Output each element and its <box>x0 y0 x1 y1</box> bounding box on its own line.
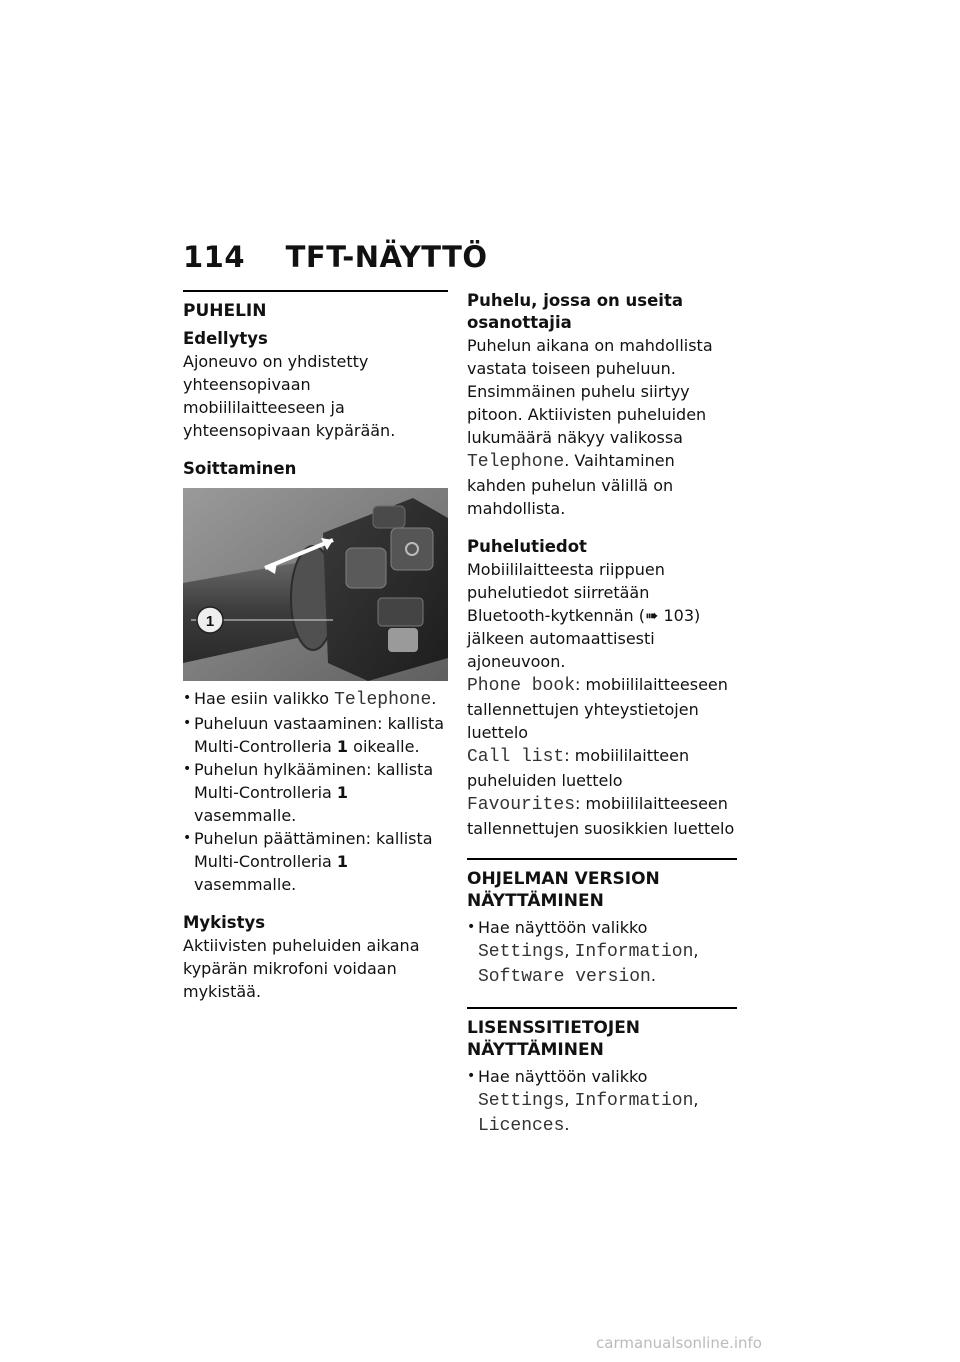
list-item: • Puhelun päättäminen: kallista Multi-Controlleria 1 vasemmalle. <box>183 827 448 896</box>
call-info-heading: Puhelutiedot <box>467 537 587 556</box>
definition-item: Call list: mobiililaitteen puheluiden luettelo <box>467 746 690 790</box>
mute-heading: Mykistys <box>183 913 266 932</box>
calling-heading: Soittaminen <box>183 459 297 478</box>
handlebar-controls-photo <box>183 488 448 681</box>
chapter-title: TFT-NÄYTTÖ <box>285 240 488 274</box>
section-rule <box>183 290 448 292</box>
left-column <box>183 290 448 1003</box>
list-item: • Puhelun hylkääminen: kallista Multi-Controlleria 1 vasemmalle. <box>183 758 448 827</box>
section-title-licences: LISENSSITIETOJEN NÄYTTÄMINEN <box>467 1018 641 1060</box>
section-rule <box>467 858 737 860</box>
multi-call-heading: Puhelu, jossa on useita osanottajia <box>467 291 683 332</box>
multi-call-text: Puhelun aikana on mahdollista vastata toiseen puheluun. Ensimmäinen puhelu siirtyy pitoon. Aktiivisten puheluiden lukumäärä näkyy valikossa Telephone. Vaihtaminen kahden puhelun välillä on mahdollista. <box>467 336 713 518</box>
mute-text: Aktiivisten puheluiden aikana kypärän mikrofoni voidaan mykistää. <box>183 936 420 1001</box>
definition-item: Phone book: mobiililaitteeseen tallennettujen yhteystietojen luettelo <box>467 675 728 742</box>
prerequisite-heading: Edellytys <box>183 329 268 348</box>
list-item: • Hae näyttöön valikko Settings, Information, Licences. <box>467 1065 737 1138</box>
list-item: • Hae näyttöön valikko Settings, Information, Software version. <box>467 916 737 989</box>
page-reference: 103 <box>663 606 695 625</box>
definition-item: Favourites: mobiililaitteeseen tallennettujen suosikkien luettelo <box>467 794 735 838</box>
call-info-text: Mobiililaitteesta riippuen puhelutiedot siirretään Bluetooth-kytkennän (➠ 103) jälkeen automaattisesti ajoneuvoon. <box>467 560 701 671</box>
calling-bullet-list <box>183 687 448 896</box>
watermark: carmanualsonline.info <box>596 1334 762 1352</box>
right-column <box>467 290 737 1138</box>
section-title-version: OHJELMAN VERSION NÄYTTÄMINEN <box>467 869 660 911</box>
list-item: • Puheluun vastaaminen: kallista Multi-Controlleria 1 oikealle. <box>183 712 448 758</box>
page-header <box>183 240 488 274</box>
section-title-puhelin: PUHELIN <box>183 301 267 321</box>
page-number: 114 <box>183 240 246 274</box>
page-ref-arrow-icon: ➠ <box>644 606 659 625</box>
list-item: • Hae esiin valikko Telephone. <box>183 687 448 712</box>
figure-callout-1: 1 <box>205 613 215 630</box>
licence-bullet-list <box>467 1065 737 1138</box>
section-rule <box>467 1007 737 1009</box>
prerequisite-text: Ajoneuvo on yhdistetty yhteensopivaan mobiililaitteeseen ja yhteensopivaan kypärään. <box>183 352 396 440</box>
version-bullet-list <box>467 916 737 989</box>
